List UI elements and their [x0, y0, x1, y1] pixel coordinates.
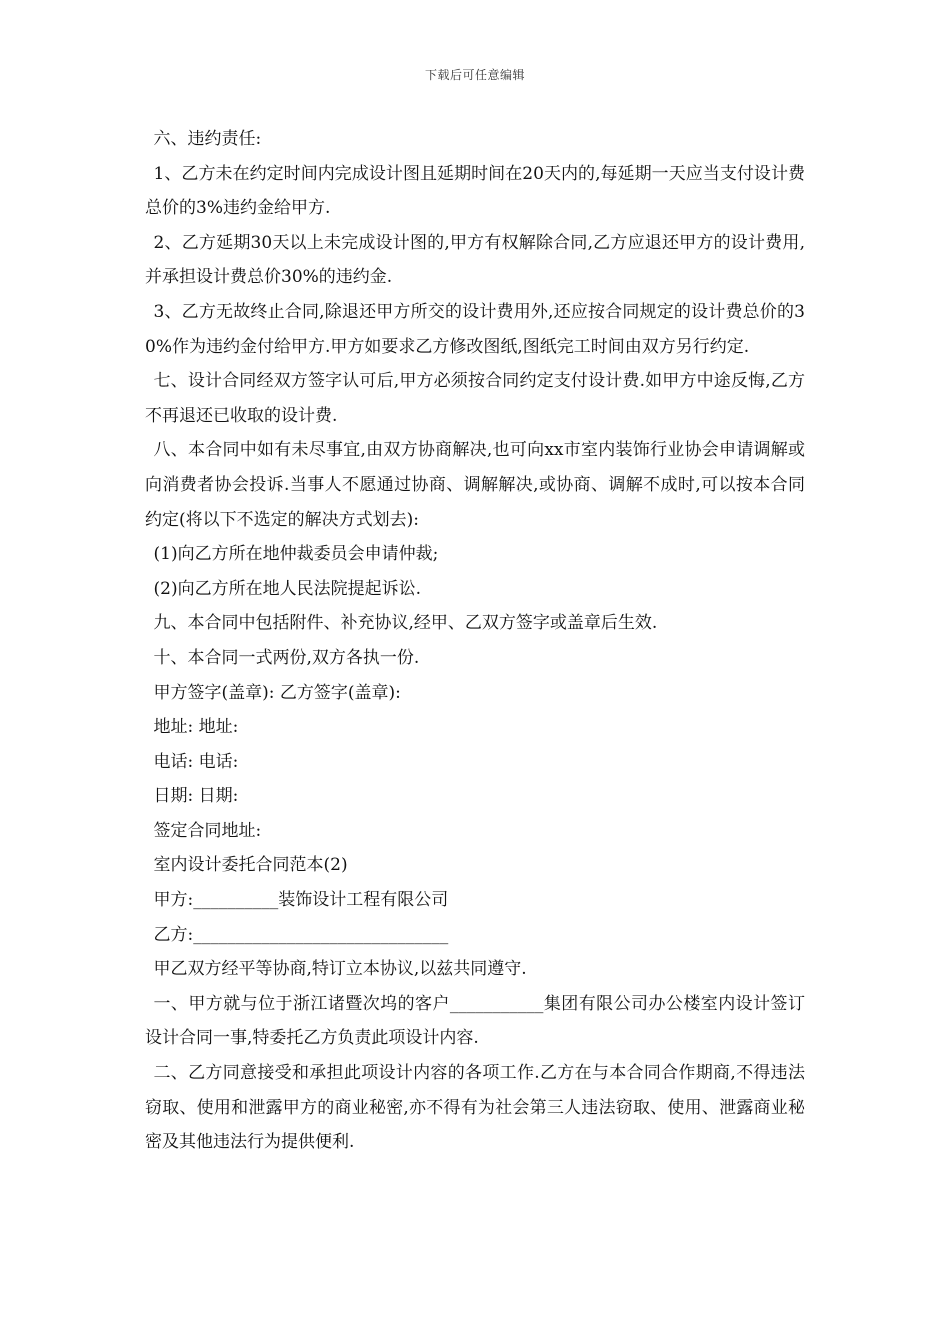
page-header: 下载后可任意编辑 [424, 68, 525, 82]
section-9-effect: 九、本合同中包括附件、补充协议,经甲、乙双方签字或盖章后生效. [153, 613, 658, 634]
signature-line: 甲方签字(盖章): 乙方签字(盖章): [153, 682, 401, 703]
dispute-option-arbitration: (1)向乙方所在地仲裁委员会申请仲裁; [153, 544, 439, 565]
clause-1-commission: 一、甲方就与位于浙江诸暨次坞的客户___________集团有限公司办公楼室内设计签订设计合同一事,特委托乙方负责此项设计内容. [145, 993, 805, 1049]
date-line: 日期: 日期: [153, 786, 239, 807]
address-line: 地址: 地址: [153, 717, 239, 738]
document-body [145, 122, 805, 1160]
phone-line: 电话: 电话: [153, 751, 239, 772]
contract-template-title: 室内设计委托合同范本(2) [153, 855, 348, 876]
section-8-disputes: 八、本合同中如有未尽事宜,由双方协商解决,也可向xx市室内装饰行业协会申请调解或向消费者协会投诉.当事人不愿通过协商、调解解决,或协商、调解不成时,可以按本合同约定(将以下不选定的解决方式划去): [145, 440, 805, 530]
contract-location-line: 签定合同地址: [153, 820, 262, 841]
party-b-line: 乙方:______________________________ [153, 924, 449, 945]
party-a-line: 甲方:__________装饰设计工程有限公司 [153, 890, 449, 911]
clause-3-termination: 3、乙方无故终止合同,除退还甲方所交的设计费用外,还应按合同规定的设计费总价的30%作为违约金付给甲方.甲方如要求乙方修改图纸,图纸完工时间由双方另行约定. [145, 301, 805, 357]
clause-1-delay-within-20-days: 1、乙方未在约定时间内完成设计图且延期时间在20天内的,每延期一天应当支付设计费总价的3%违约金给甲方. [145, 163, 805, 219]
dispute-option-litigation: (2)向乙方所在地人民法院提起诉讼. [153, 578, 421, 599]
section-7-payment: 七、设计合同经双方签字认可后,甲方必须按合同约定支付设计费.如甲方中途反悔,乙方不再退还已收取的设计费. [145, 371, 805, 426]
section-10-copies: 十、本合同一式两份,双方各执一份. [153, 647, 420, 668]
clause-2-delay-over-30-days: 2、乙方延期30天以上未完成设计图的,甲方有权解除合同,乙方应退还甲方的设计费用,并承担设计费总价30%的违约金. [145, 232, 805, 288]
agreement-intro: 甲乙双方经平等协商,特订立本协议,以兹共同遵守. [153, 959, 527, 980]
clause-2-confidentiality: 二、乙方同意接受和承担此项设计内容的各项工作.乙方在与本合同合作期商,不得违法窃取、使用和泄露甲方的商业秘密,亦不得有为社会第三人违法窃取、使用、泄露商业秘密及其他违法行为提供便利. [145, 1063, 805, 1153]
section-heading-breach-liability: 六、违约责任: [153, 129, 262, 149]
